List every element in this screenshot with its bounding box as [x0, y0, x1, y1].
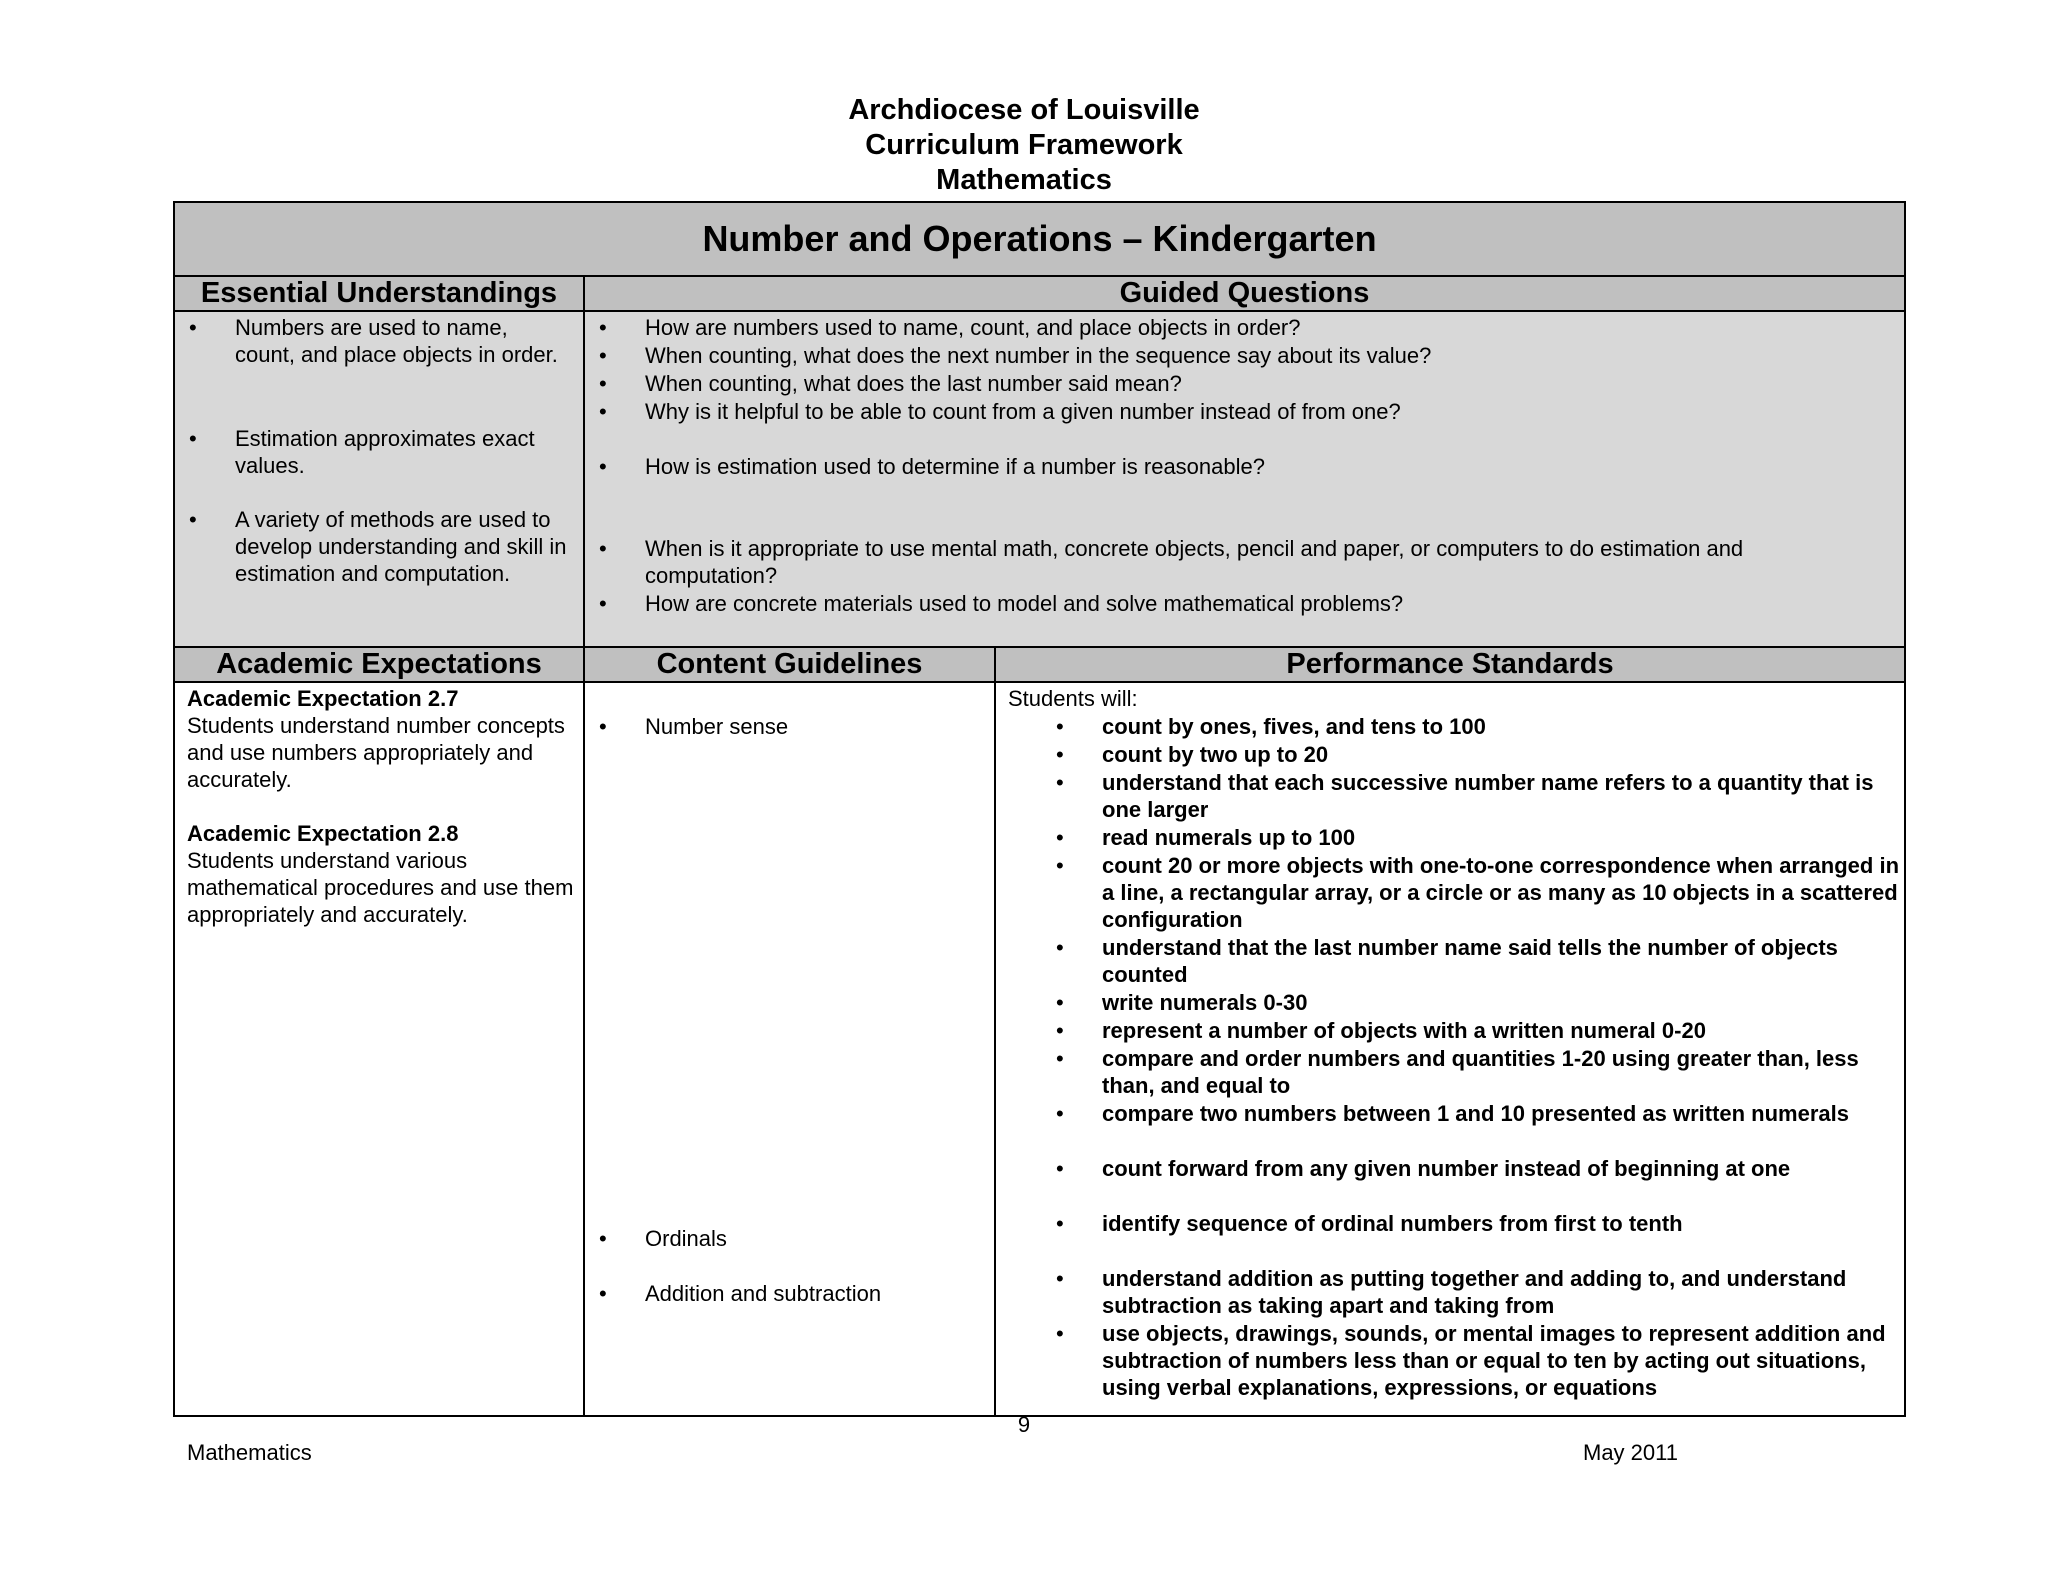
performance-standard: • understand that the last number name said tells the number of objects counted — [1056, 935, 1838, 987]
guided-question: • When counting, what does the next number in the sequence say about its value? — [599, 343, 1432, 368]
bullet-icon: • — [189, 426, 197, 451]
guided-questions-column — [585, 277, 1904, 648]
academic-expectation-text: Students understand number concepts and use numbers appropriately and accurately. — [187, 713, 565, 792]
bullet-icon: • — [599, 371, 607, 396]
bullet-icon: • — [1056, 853, 1064, 878]
guided-question: • How are numbers used to name, count, and place objects in order? — [599, 315, 1301, 340]
bullet-icon: • — [599, 714, 607, 739]
performance-standards-header: Performance Standards — [996, 648, 1904, 683]
academic-expectations-column — [175, 648, 585, 1415]
performance-standard: • count forward from any given number instead of beginning at one — [1056, 1156, 1791, 1181]
guided-question: • How are concrete materials used to model and solve mathematical problems? — [599, 591, 1404, 616]
academic-expectation-title: Academic Expectation 2.7 — [187, 686, 459, 711]
bullet-icon: • — [1056, 1046, 1064, 1071]
expectations-row — [175, 648, 1904, 1415]
page-number: 9 — [1017, 1412, 1031, 1437]
academic-expectations-text — [187, 685, 577, 928]
performance-standard: • understand that each successive number name refers to a quantity that is one larger — [1056, 770, 1874, 822]
bullet-icon: • — [1056, 742, 1064, 767]
guided-questions-header: Guided Questions — [585, 277, 1904, 312]
bullet-icon: • — [1056, 1156, 1064, 1181]
guided-question: • Why is it helpful to be able to count from a given number instead of from one? — [599, 399, 1401, 424]
header-line-3: Mathematics — [936, 164, 1112, 196]
guided-question: • When counting, what does the last number said mean? — [599, 371, 1182, 396]
performance-standards-column — [996, 648, 1904, 1415]
bullet-icon: • — [1056, 1321, 1064, 1346]
essential-understandings-header: Essential Understandings — [175, 277, 583, 312]
content-guideline: • Ordinals — [599, 1226, 727, 1251]
bullet-icon: • — [599, 315, 607, 340]
bullet-icon: • — [599, 399, 607, 424]
performance-standard: • count 20 or more objects with one-to-one correspondence when arranged in a line, a rectangular array, or a circle or as many as 10 objects in a scattered configuration — [1056, 853, 1900, 932]
bullet-icon: • — [1056, 1266, 1064, 1291]
academic-expectations-header: Academic Expectations — [175, 648, 583, 683]
curriculum-table — [173, 201, 1906, 1417]
performance-intro: Students will: — [1008, 686, 1138, 711]
performance-standard: • write numerals 0-30 — [1056, 990, 1308, 1015]
bullet-icon: • — [599, 343, 607, 368]
bullet-icon: • — [1056, 990, 1064, 1015]
bullet-icon: • — [1056, 825, 1064, 850]
performance-standard: • use objects, drawings, sounds, or mental images to represent addition and subtraction of numbers less than or equal to ten by acting out situations, using verbal explanations, expressions, or equations — [1056, 1321, 1886, 1400]
bullet-icon: • — [599, 591, 607, 616]
essential-item: • Numbers are used to name, count, and place objects in order. — [189, 315, 558, 367]
bullet-icon: • — [599, 536, 607, 561]
performance-standard: • compare and order numbers and quantities 1-20 using greater than, less than, and equal to — [1056, 1046, 1859, 1098]
academic-expectation-text: Students understand various mathematical procedures and use them appropriately and accurately. — [187, 848, 574, 927]
performance-standard: • count by two up to 20 — [1056, 742, 1329, 767]
bullet-icon: • — [599, 1226, 607, 1251]
performance-standard: • count by ones, fives, and tens to 100 — [1056, 714, 1486, 739]
bullet-icon: • — [189, 507, 197, 532]
performance-standard: • compare two numbers between 1 and 10 presented as written numerals — [1056, 1101, 1850, 1126]
footer-date: May 2011 — [1583, 1440, 1678, 1465]
performance-standard: • understand addition as putting together and adding to, and understand subtraction as taking apart and taking from — [1056, 1266, 1847, 1318]
bullet-icon: • — [1056, 714, 1064, 739]
academic-expectation-title: Academic Expectation 2.8 — [187, 821, 459, 846]
header-line-2: Curriculum Framework — [865, 129, 1183, 161]
understandings-row — [175, 277, 1904, 648]
bullet-icon: • — [1056, 935, 1064, 960]
performance-standard: • represent a number of objects with a written numeral 0-20 — [1056, 1018, 1706, 1043]
guided-question: • How is estimation used to determine if a number is reasonable? — [599, 454, 1265, 479]
bullet-icon: • — [1056, 770, 1064, 795]
content-guideline: • Addition and subtraction — [599, 1281, 882, 1306]
bullet-icon: • — [1056, 1211, 1064, 1236]
bullet-icon: • — [1056, 1018, 1064, 1043]
table-title: Number and Operations – Kindergarten — [175, 203, 1904, 277]
essential-understandings-column — [175, 277, 585, 648]
performance-standard: • read numerals up to 100 — [1056, 825, 1356, 850]
essential-item: • A variety of methods are used to develop understanding and skill in estimation and computation. — [189, 507, 567, 586]
content-guideline: • Number sense — [599, 714, 789, 739]
bullet-icon: • — [1056, 1101, 1064, 1126]
guided-question: • When is it appropriate to use mental math, concrete objects, pencil and paper, or computers to do estimation and computation? — [599, 536, 1744, 588]
bullet-icon: • — [599, 454, 607, 479]
essential-item: • Estimation approximates exact values. — [189, 426, 535, 478]
bullet-icon: • — [189, 315, 197, 340]
bullet-icon: • — [599, 1281, 607, 1306]
footer-subject: Mathematics — [187, 1440, 312, 1465]
content-guidelines-column — [585, 648, 996, 1415]
content-guidelines-header: Content Guidelines — [585, 648, 994, 683]
document-header — [0, 93, 2048, 198]
header-line-1: Archdiocese of Louisville — [848, 94, 1200, 126]
performance-standard: • identify sequence of ordinal numbers from first to tenth — [1056, 1211, 1683, 1236]
